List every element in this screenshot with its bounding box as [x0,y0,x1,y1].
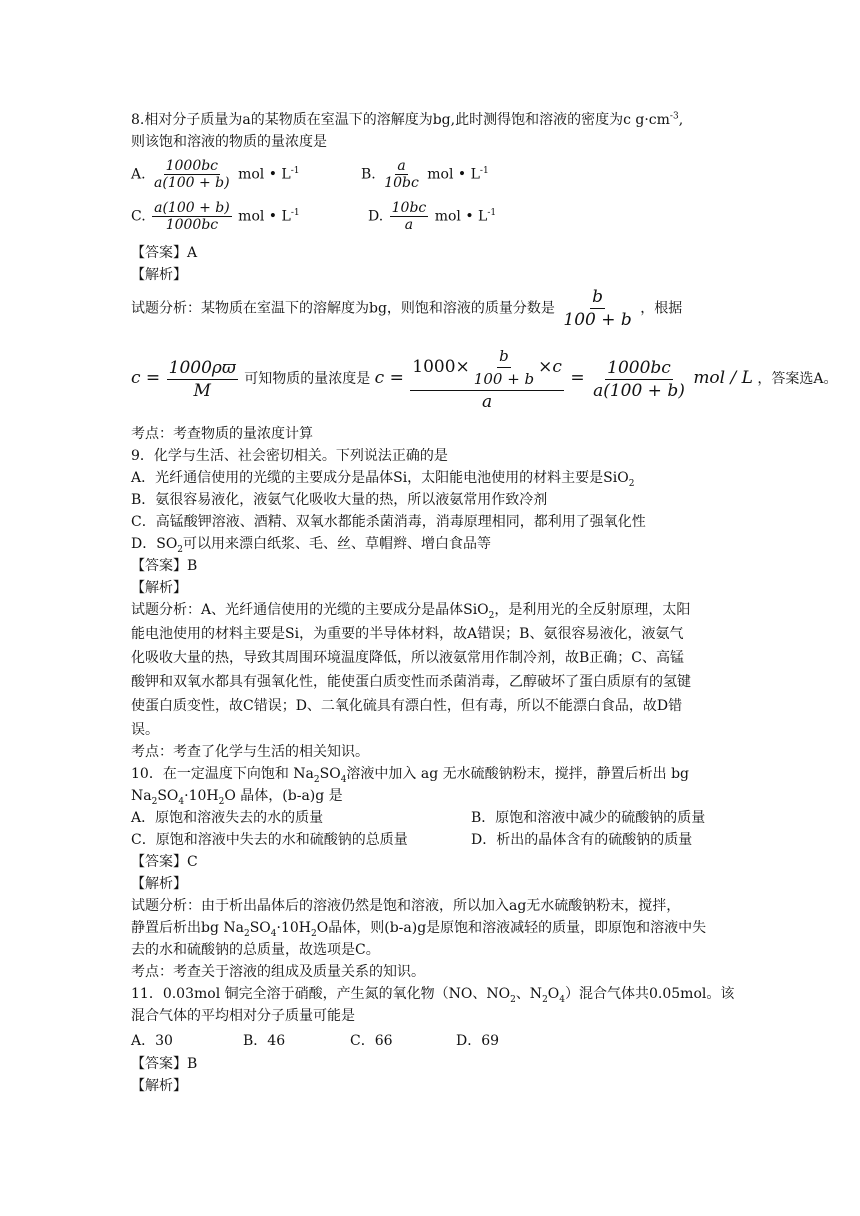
q10-stem-line-2: $Na_2SO_4\cdot 10H_2O$ 晶体，(b-a)g 是 [131,788,343,807]
q10-answer: 【答案】C [131,854,198,870]
q8-analysis-line-1: 试题分析：某物质在室温下的溶解度为bg，则饱和溶液的质量分数是 $\frac{b}{100 + b}$ ，根据 [131,287,683,330]
q8-formula-compound-fraction: 1000× $\frac{b}{100 + b}$ ×c a [412,347,562,412]
q11-stem-line-1: 11．0.03mol 铜完全溶于硝酸，产生氮的氧化物（NO、$NO_2$、$N_2O_4$）混合气体共0.05mol。该 [131,986,735,1005]
q8-analysis-label: 【解析】 [131,267,187,283]
q10-analysis-line-2: 静置后析出bg $Na_2SO_4\cdot 10H_2O$晶体，则(b-a)g是原饱和溶液减轻的质量，即原饱和溶液中失 [131,920,707,939]
q8-formula-fraction: $\frac{1000\rho ϖ}{M}$ [168,357,236,401]
q8-option-d: D. $\frac{10bc}{a}$ mol • $L^{-1}$ [368,200,497,233]
q8-option-c: C. $\frac{a(100 + b)}{1000bc}$ mol • $L^{-1}$ [131,200,300,233]
q9-analysis-line-1: 试题分析：A、光纤通信使用的光缆的主要成分是晶体SiO$_2$，是利用光的全反射原理，太阳 [131,602,691,621]
q11-analysis-label: 【解析】 [131,1078,187,1094]
q8-answer: 【答案】A [131,245,198,261]
q9-analysis-line-3: 化吸收大量的热，导致其周围环境温度降低，所以液氨常用作制冷剂，故B正确；C、高锰 [131,650,684,666]
q10-option-d: D．析出的晶体含有的硫酸钠的质量 [471,832,693,848]
q9-stem: 9．化学与生活、社会密切相关。下列说法正确的是 [131,448,448,464]
q10-analysis-line-3: 去的水和硫酸钠的总质量，故选项是C。 [131,942,380,958]
q10-analysis-line-1: 试题分析：由于析出晶体后的溶液仍然是饱和溶液，所以加入ag无水硫酸钠粉末，搅拌， [131,898,681,914]
q8-stem-line-1: 8.相对分子质量为a的某物质在室温下的溶解度为bg,此时测得饱和溶液的密度为c $g\cdot cm^{-3}$, [131,111,684,128]
q9-analysis-line-4: 酸钾和双氧水都具有强氧化性，能使蛋白质变性而杀菌消毒，乙醇破坏了蛋白质原有的氢键 [131,674,691,690]
q8-option-d-fraction: $\frac{10bc}{a}$ [391,200,427,233]
q11-option-b: B．46 [243,1033,286,1049]
q10-kaodian: 考点：考查关于溶液的组成及质量关系的知识。 [131,964,425,980]
q8-mass-fraction: $\frac{b}{100 + b}$ [563,287,632,330]
q9-kaodian: 考点：考查了化学与生活的相关知识。 [131,744,369,760]
q10-option-a: A．原饱和溶液失去的水的质量 [131,810,324,826]
q11-option-d: D．69 [456,1033,500,1049]
q9-analysis-line-2: 能电池使用的材料主要是Si，为重要的半导体材料，故A错误；B、氨很容易液化，液氨气 [131,626,684,642]
q9-analysis-line-6: 误。 [131,722,159,738]
q9-analysis-label: 【解析】 [131,580,187,596]
q10-option-b: B．原饱和溶液中减少的硫酸钠的质量 [471,810,706,826]
q9-option-d: D．$SO_2$可以用来漂白纸浆、毛、丝、草帽辫、增白食品等 [131,536,492,555]
q8-kaodian: 考点：考查物质的量浓度计算 [131,426,313,442]
q11-answer: 【答案】B [131,1056,198,1072]
q11-stem-line-2: 混合气体的平均相对分子质量可能是 [131,1008,355,1024]
q8-option-b-fraction: $\frac{a}{10bc}$ [384,158,419,191]
q9-answer: 【答案】B [131,558,198,574]
q11-option-c: C．66 [350,1033,393,1049]
q9-option-b: B．氨很容易液化，液氨气化吸收大量的热，所以液氨常用作致冷剂 [131,492,548,508]
q11-option-a: A．30 [131,1033,173,1049]
q9-option-a: A．光纤通信使用的光缆的主要成分是晶体Si，太阳能电池使用的材料主要是SiO$_2$ [131,470,635,489]
q10-stem-line-1: 10．在一定温度下向饱和 $Na_2SO_4$溶液中加入 ag 无水硫酸钠粉末，搅拌，静置后析出 bg [131,766,690,785]
q9-analysis-line-5: 使蛋白质变性，故C错误；D、二氧化硫具有漂白性，但有毒，所以不能漂白食品，故D错 [131,698,683,714]
q9-option-c: C．高锰酸钾溶液、酒精、双氧水都能杀菌消毒，消毒原理相同，都利用了强氧化性 [131,514,646,530]
q8-option-a: A. $\frac{1000bc}{a(100 + b)}$ mol • $L^{-1}$ [131,158,300,191]
q8-option-b: B. $\frac{a}{10bc}$ mol • $L^{-1}$ [361,158,489,191]
q8-stem-line-2: 则该饱和溶液的物质的量浓度是 [131,134,327,150]
q8-formula-line: c = $\frac{1000\rho ϖ}{M}$ 可知物质的量浓度是 c = 1000× $\frac{b}{100 + b}$ ×c a = $\frac{1000bc}{a(100 + b)}$ mol / L ，答案选A。 [131,347,838,412]
q8-option-a-fraction: $\frac{1000bc}{a(100 + b)}$ [154,158,230,191]
q10-option-c: C．原饱和溶液中失去的水和硫酸钠的总质量 [131,832,408,848]
q8-formula-result-fraction: $\frac{1000bc}{a(100 + b)}$ [593,357,685,401]
q10-analysis-label: 【解析】 [131,876,187,892]
q8-option-c-fraction: $\frac{a(100 + b)}{1000bc}$ [154,200,230,233]
